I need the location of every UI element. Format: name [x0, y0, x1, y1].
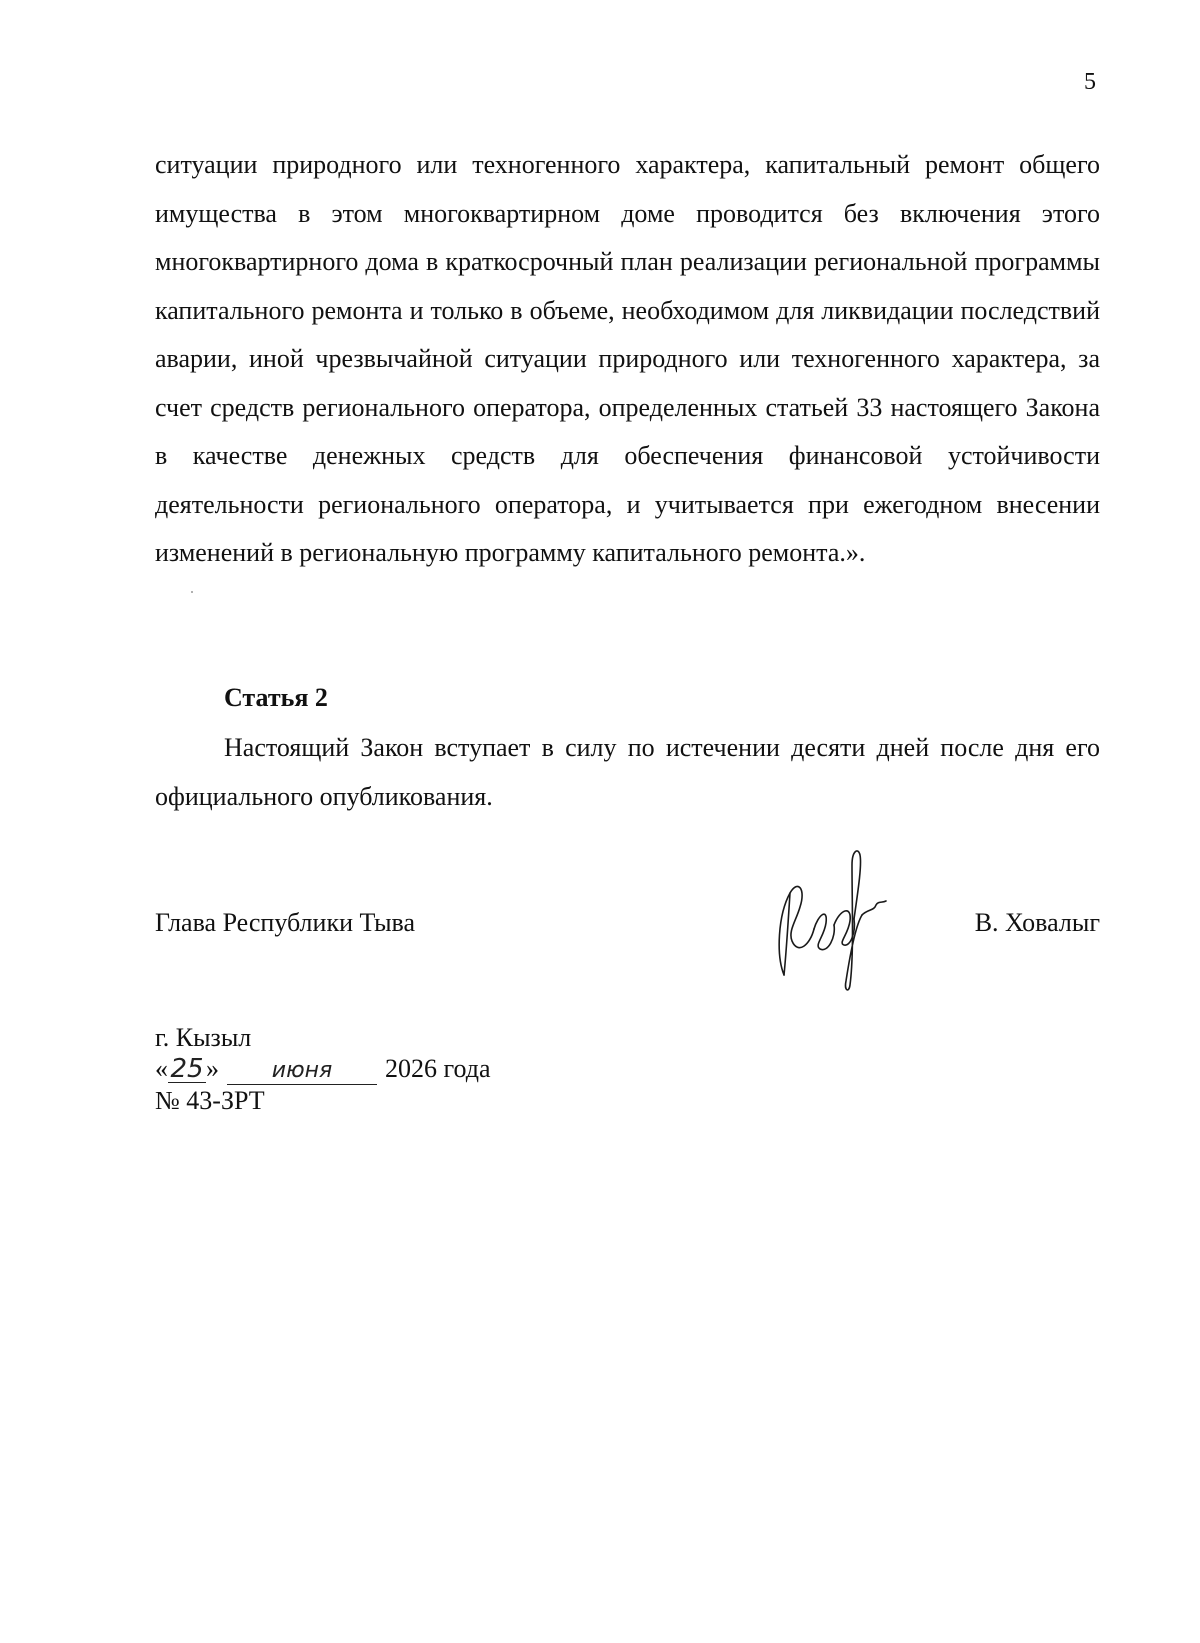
article-heading: Статья 2	[224, 683, 328, 712]
handwritten-signature	[770, 845, 900, 995]
signer-title: Глава Республики Тыва	[155, 908, 416, 937]
date-close-quote: »	[206, 1054, 219, 1083]
signing-date	[155, 1053, 491, 1085]
signer-name: В. Ховалыг	[974, 908, 1100, 937]
page-number: 5	[1084, 69, 1096, 95]
body-paragraph: ситуации природного или техногенного характера, капитальный ремонт общего имущества в этом многоквартирном доме проводится без включения этого многоквартирного дома в краткосрочный план реализации региональной программы капитального ремонта и только в объеме, необходимом для ликвидации последствий аварии, иной чрезвычайной ситуации природного или техногенного характера, за счет средств регионального оператора, определенных статьей 33 настоящего Закона в качестве денежных средств для обеспечения финансовой устойчивости деятельности регионального оператора, и учитывается при ежегодном внесении изменений в региональную программу капитального ремонта.».	[155, 150, 1100, 567]
article-text: Настоящий Закон вступает в силу по истечении десяти дней после дня его официального опубликования.	[155, 733, 1100, 811]
law-number: № 43-ЗРТ	[155, 1086, 265, 1115]
place-of-signing: г. Кызыл	[155, 1023, 252, 1052]
date-year: 2026 года	[385, 1054, 491, 1083]
date-day: 25	[168, 1056, 206, 1083]
date-open-quote: «	[155, 1054, 168, 1083]
scan-speck	[191, 591, 193, 593]
date-month: июня	[227, 1058, 377, 1085]
